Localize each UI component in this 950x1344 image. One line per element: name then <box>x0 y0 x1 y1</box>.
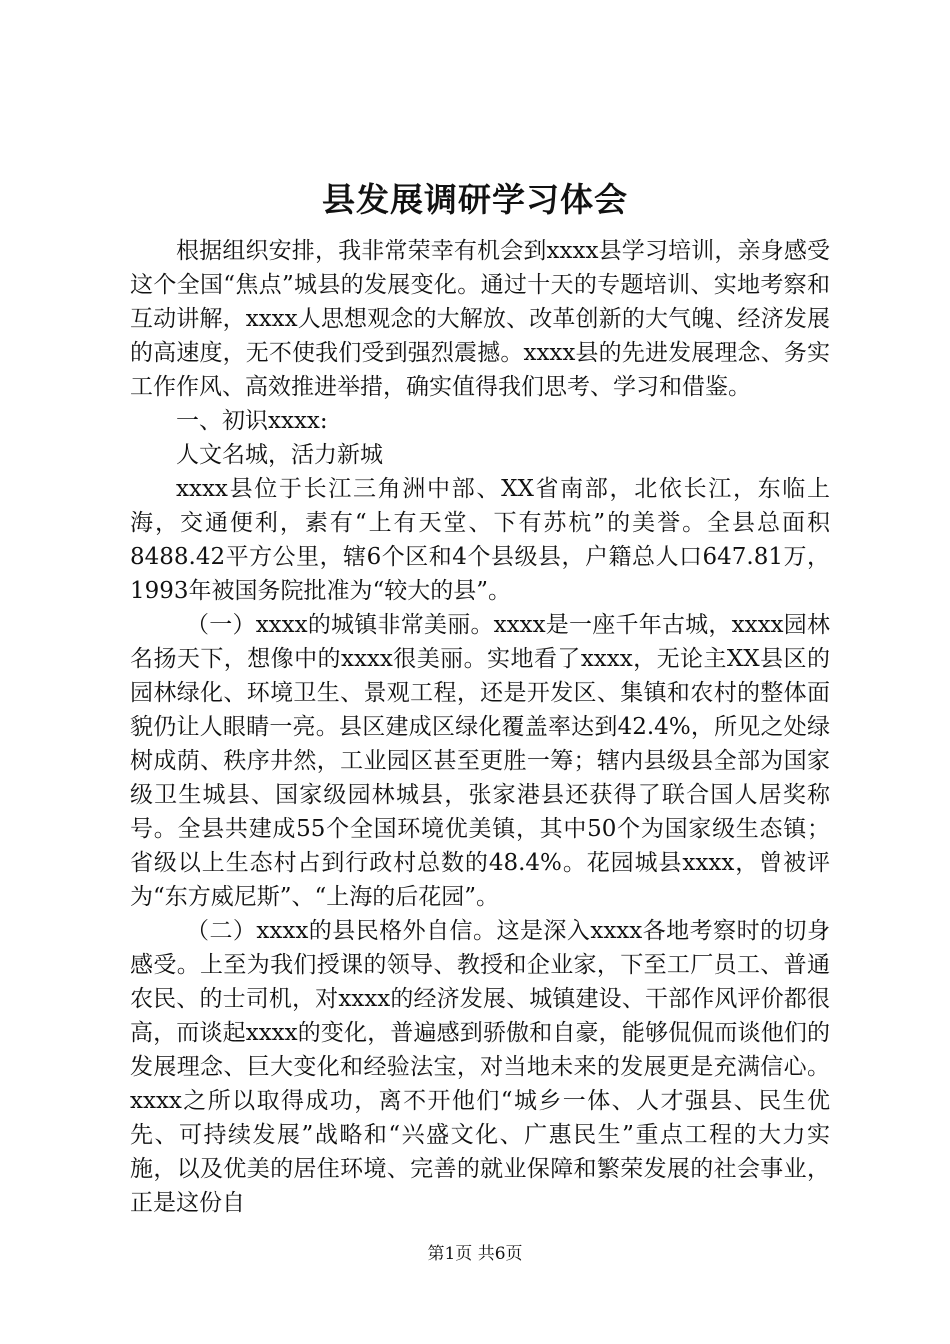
document-body <box>130 234 830 1220</box>
section-subheading: 人文名城，活力新城 <box>176 442 383 468</box>
paragraph-overview: xxxx县位于长江三角洲中部、XX省南部，北依长江，东临上海，交通便利，素有“上有天堂、下有苏杭”的美誉。全县总面积8488.42平方公里，辖6个区和4个县级县，户籍总人口647.81万，1993年被国务院批准为“较大的县”。 <box>130 476 830 604</box>
page-number-footer: 第1页 共6页 <box>427 1244 523 1264</box>
paragraph-point-1: （一）xxxx的城镇非常美丽。xxxx是一座千年古城，xxxx园林名扬天下，想像中的xxxx很美丽。实地看了xxxx，无论主XX县区的园林绿化、环境卫生、景观工程，还是开发区、集镇和农村的整体面貌仍让人眼睛一亮。县区建成区绿化覆盖率达到42.4%，所见之处绿树成荫、秩序井然，工业园区甚至更胜一筹；辖内县级县全部为国家级卫生城县、国家级园林城县，张家港县还获得了联合国人居奖称号。全县共建成55个全国环境优美镇，其中50个为国家级生态镇；省级以上生态村占到行政村总数的48.4%。花园城县xxxx，曾被评为“东方威尼斯”、“上海的后花园”。 <box>130 612 830 910</box>
document-title: 县发展调研学习体会 <box>322 180 628 219</box>
paragraph-point-2: （二）xxxx的县民格外自信。这是深入xxxx各地考察时的切身感受。上至为我们授课的领导、教授和企业家，下至工厂员工、普通农民、的士司机，对xxxx的经济发展、城镇建设、干部作风评价都很高，而谈起xxxx的变化，普遍感到骄傲和自豪，能够侃侃而谈他们的发展理念、巨大变化和经验法宝，对当地未来的发展更是充满信心。xxxx之所以取得成功，离不开他们“城乡一体、人才强县、民生优先、可持续发展”战略和“兴盛文化、广惠民生”重点工程的大力实施，以及优美的居住环境、完善的就业保障和繁荣发展的社会事业，正是这份自 <box>130 918 830 1216</box>
section-heading: 一、初识xxxx: <box>176 408 328 434</box>
paragraph-intro: 根据组织安排，我非常荣幸有机会到xxxx县学习培训，亲身感受这个全国“焦点”城县的发展变化。通过十天的专题培训、实地考察和互动讲解，xxxx人思想观念的大解放、改革创新的大气魄、经济发展的高速度，无不使我们受到强烈震撼。xxxx县的先进发展理念、务实工作作风、高效推进举措，确实值得我们思考、学习和借鉴。 <box>130 238 830 400</box>
